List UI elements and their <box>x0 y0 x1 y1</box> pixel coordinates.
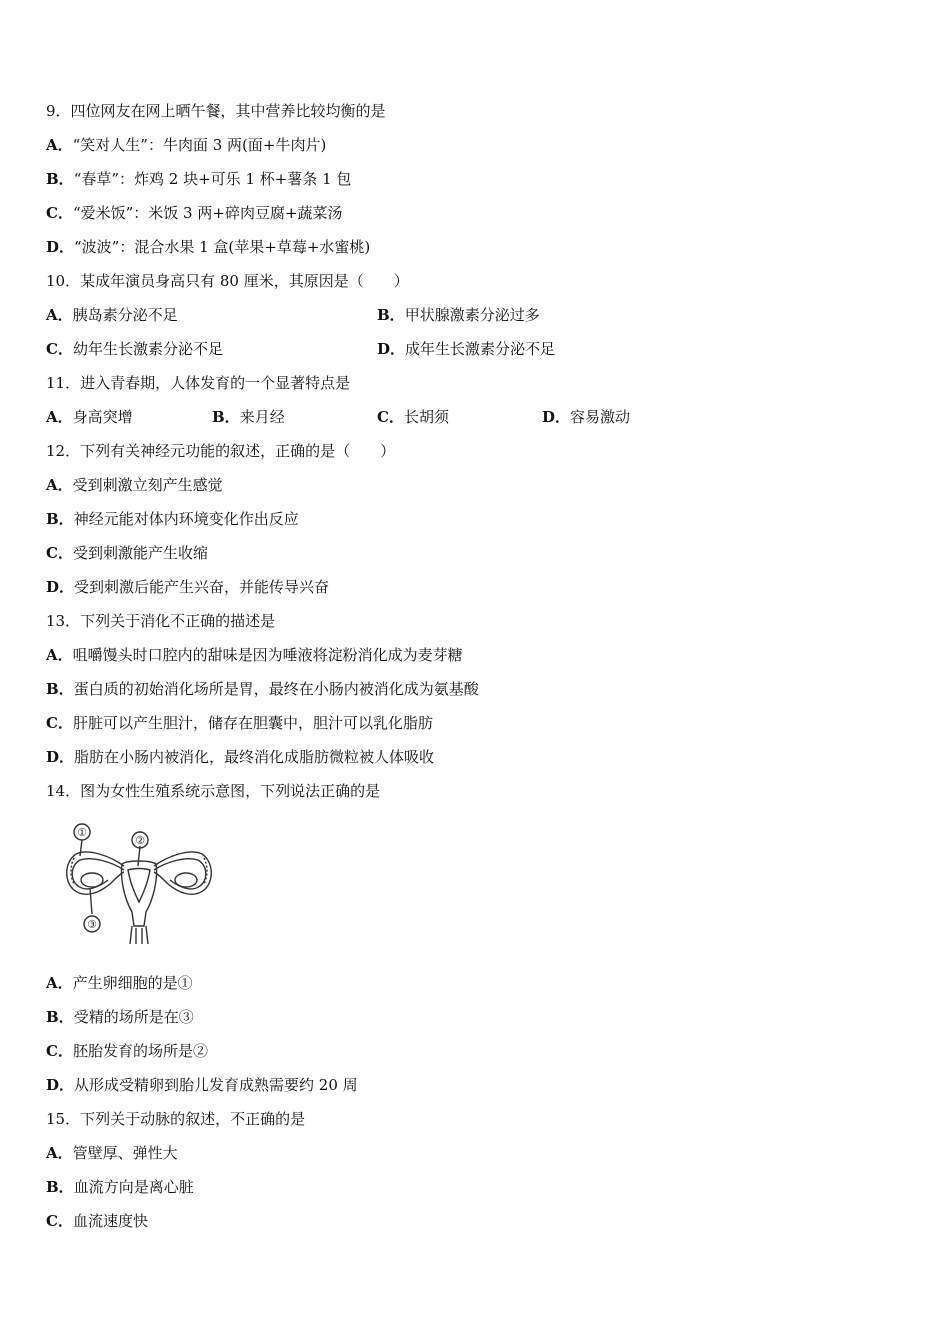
option-text: 幼年生长激素分泌不足 <box>72 340 223 358</box>
option-label: D． <box>46 748 75 766</box>
option-text: 从形成受精卵到胎儿发育成熟需要约 20 周 <box>74 1076 358 1094</box>
q9-stem: 9．四位网友在网上晒午餐，其中营养比较均衡的是 <box>46 102 386 120</box>
option-text: 肝脏可以产生胆汁，储存在胆囊中，胆汁可以乳化脂肪 <box>72 714 433 732</box>
q12-stem: 12．下列有关神经元功能的叙述，正确的是（ ） <box>46 442 396 460</box>
q15-stem: 15．下列关于动脉的叙述，不正确的是 <box>46 1110 306 1128</box>
option-label: C． <box>46 1212 73 1230</box>
option-text: 咀嚼馒头时口腔内的甜味是因为唾液将淀粉消化成为麦芽糖 <box>72 646 463 664</box>
option-label: C． <box>46 1042 73 1060</box>
q11-option-a <box>46 407 133 427</box>
option-text: “春草”：炸鸡 2 块+可乐 1 杯+薯条 1 包 <box>73 170 352 188</box>
q13-option-b <box>46 679 479 699</box>
option-text: 成年生长激素分泌不足 <box>405 340 556 358</box>
option-text: 血流方向是离心脏 <box>73 1178 194 1196</box>
option-text: 脂肪在小肠内被消化，最终消化成脂肪微粒被人体吸收 <box>74 748 435 766</box>
q11-option-b <box>212 407 285 427</box>
q13-stem: 13．下列关于消化不正确的描述是 <box>46 612 276 630</box>
q10-option-d <box>377 339 555 359</box>
option-text: 身高突增 <box>72 408 133 426</box>
option-label: C． <box>377 408 404 426</box>
q13-option-a <box>46 645 463 665</box>
q15-option-a <box>46 1143 178 1163</box>
q11-options-row <box>46 407 906 427</box>
option-label: B． <box>46 510 74 528</box>
q14-option-c <box>46 1041 208 1061</box>
option-text: 胰岛素分泌不足 <box>72 306 178 324</box>
q14-option-d <box>46 1075 358 1095</box>
option-text: “笑对人生”：牛肉面 3 两(面+牛肉片) <box>72 136 327 154</box>
q11-option-d <box>542 407 630 427</box>
option-text: 血流速度快 <box>72 1212 148 1230</box>
q13-option-d <box>46 747 434 767</box>
q10-option-c <box>46 339 223 359</box>
option-label: A． <box>46 136 73 154</box>
q9-option-a <box>46 135 326 155</box>
q10-option-a <box>46 305 178 325</box>
option-label: A． <box>46 408 73 426</box>
q9-option-b <box>46 169 351 189</box>
option-text: 甲状腺激素分泌过多 <box>404 306 540 324</box>
option-text: 胚胎发育的场所是② <box>72 1042 208 1060</box>
q10-options-row-1 <box>46 305 906 325</box>
q11-stem: 11．进入青春期，人体发育的一个显著特点是 <box>46 374 351 392</box>
option-label: D． <box>46 578 75 596</box>
q10-option-b <box>377 305 540 325</box>
q15-option-b <box>46 1177 194 1197</box>
option-label: B． <box>46 1178 74 1196</box>
option-label: A． <box>46 646 73 664</box>
option-text: 容易激动 <box>570 408 631 426</box>
option-text: 长胡须 <box>403 408 449 426</box>
option-label: A． <box>46 476 73 494</box>
option-label: B． <box>46 1008 74 1026</box>
option-text: 产生卵细胞的是① <box>72 974 193 992</box>
option-text: 受到刺激后能产生兴奋，并能传导兴奋 <box>74 578 330 596</box>
q10-stem: 10．某成年演员身高只有 80 厘米，其原因是（ ） <box>46 272 409 290</box>
option-text: 受到刺激能产生收缩 <box>72 544 208 562</box>
q15-option-c <box>46 1211 148 1231</box>
q12-option-b <box>46 509 299 529</box>
q9-option-d <box>46 237 370 257</box>
option-label: D． <box>377 340 406 358</box>
option-label: B． <box>212 408 240 426</box>
option-text: “爱米饭”：米饭 3 两+碎肉豆腐+蔬菜汤 <box>72 204 343 222</box>
option-text: 管壁厚、弹性大 <box>72 1144 178 1162</box>
option-label: D． <box>46 1076 75 1094</box>
q14-option-b <box>46 1007 194 1027</box>
q9-option-c <box>46 203 343 223</box>
option-text: “波波”：混合水果 1 盒(苹果+草莓+水蜜桃) <box>74 238 371 256</box>
option-label: D． <box>46 238 75 256</box>
q14-option-a <box>46 973 193 993</box>
reproductive-system-illustration <box>58 818 220 946</box>
q11-option-c <box>377 407 449 427</box>
q12-option-d <box>46 577 329 597</box>
option-text: 神经元能对体内环境变化作出反应 <box>73 510 299 528</box>
marker-1-label: ① <box>77 826 87 839</box>
option-label: A． <box>46 1144 73 1162</box>
option-label: A． <box>46 974 73 992</box>
option-label: C． <box>46 714 73 732</box>
option-text: 来月经 <box>239 408 285 426</box>
q13-option-c <box>46 713 433 733</box>
option-text: 受到刺激立刻产生感觉 <box>72 476 223 494</box>
option-label: B． <box>377 306 405 324</box>
option-text: 蛋白质的初始消化场所是胃，最终在小肠内被消化成为氨基酸 <box>73 680 479 698</box>
option-label: A． <box>46 306 73 324</box>
marker-2-label: ② <box>135 834 145 847</box>
q12-option-a <box>46 475 223 495</box>
option-label: B． <box>46 680 74 698</box>
q14-stem: 14．图为女性生殖系统示意图，下列说法正确的是 <box>46 782 381 800</box>
female-reproductive-system-diagram <box>58 818 220 946</box>
option-label: C． <box>46 204 73 222</box>
option-text: 受精的场所是在③ <box>73 1008 194 1026</box>
option-label: C． <box>46 544 73 562</box>
marker-3-label: ③ <box>87 918 97 931</box>
q12-option-c <box>46 543 208 563</box>
option-label: B． <box>46 170 74 188</box>
option-label: D． <box>542 408 571 426</box>
q10-options-row-2 <box>46 339 906 359</box>
option-label: C． <box>46 340 73 358</box>
